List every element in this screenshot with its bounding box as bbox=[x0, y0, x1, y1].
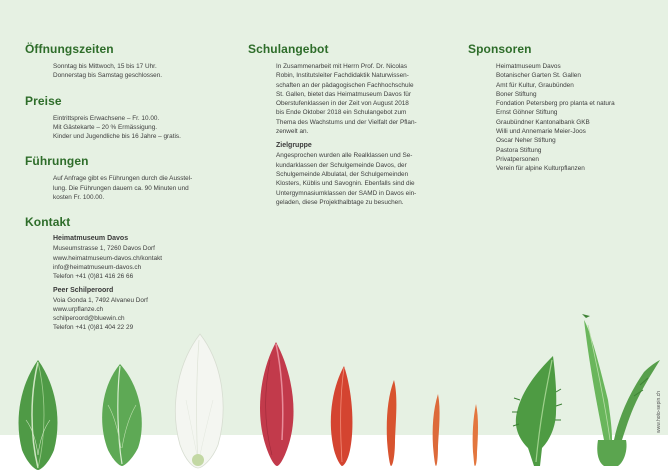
text-line: In Zusammenarbeit mit Herrn Prof. Dr. Nicolas bbox=[276, 63, 408, 70]
sponsor-item: Graubündner Kantonalbank GKB bbox=[496, 118, 590, 126]
text-line: lung. Die Führungen dauern ca. 90 Minuten und bbox=[53, 184, 189, 192]
text-line: Angesprochen wurden alle Realklassen und Se- bbox=[276, 152, 413, 160]
pitcher-leaf-icon bbox=[582, 314, 660, 466]
red-petal-icon bbox=[331, 366, 353, 466]
text-line: Eintrittspreis Erwachsene – Fr. 10.00. bbox=[53, 114, 160, 122]
heading-preise: Preise bbox=[25, 93, 62, 108]
contact-phone: Telefon +41 (0)81 416 26 66 bbox=[53, 273, 134, 281]
text-line: schaften an der pädagogischen Fachhochschule bbox=[276, 81, 414, 89]
text-line: Oberstufenklassen in der Zeit von August 2018 bbox=[276, 100, 409, 108]
sponsor-item: Pastora Stiftung bbox=[496, 146, 542, 154]
contact-museum-name: Heimatmuseum Davos bbox=[53, 235, 129, 243]
text-line: zenwelt an. bbox=[276, 128, 309, 136]
thin-stamen-icon bbox=[433, 394, 440, 466]
contact-address: Voia Gonda 1, 7492 Alvaneu Dorf bbox=[53, 296, 148, 304]
contact-email-link[interactable]: schilperoord@bluewin.ch bbox=[53, 315, 125, 323]
text-line: kosten Fr. 100.00. bbox=[53, 194, 105, 202]
crimson-petal-icon bbox=[260, 342, 294, 466]
text-line: kundarklassen der Schulgemeinde Davos, der bbox=[276, 161, 407, 169]
heading-kontakt: Kontakt bbox=[25, 215, 71, 230]
contact-website-link[interactable]: www.heimatmuseum-davos.ch/kontakt bbox=[53, 254, 163, 262]
text-line: Robin, Institutsleiter Fachdidaktik Naturwissen- bbox=[276, 72, 409, 80]
text-line: Klosters, Küblis und Savognin. Ebenfalls sind die bbox=[276, 180, 415, 188]
contact-address: Museumstrasse 1, 7260 Davos Dorf bbox=[53, 245, 155, 253]
heading-fuehrungen: Führungen bbox=[25, 154, 89, 169]
sponsor-item: Botanischer Garten St. Gallen bbox=[496, 72, 581, 80]
heading-schulangebot: Schulangebot bbox=[248, 42, 329, 56]
sponsor-item: Privatpersonen bbox=[496, 155, 539, 163]
sponsor-item: Fondation Petersberg pro planta et natura bbox=[496, 100, 615, 108]
text-line: bis Ende Oktober 2018 ein Schulangebot zum bbox=[276, 109, 407, 117]
light-green-bract-icon bbox=[102, 364, 142, 466]
heading-sponsoren: Sponsoren bbox=[468, 42, 532, 56]
contact-person-name: Peer Schilperoord bbox=[53, 286, 114, 294]
sponsor-item: Verein für alpine Kulturpflanzen bbox=[496, 165, 585, 173]
text-line: St. Gallen, bietet das Heimatmuseum Davos für bbox=[276, 90, 411, 98]
text-line: Mit Gästekarte – 20 % Ermässigung. bbox=[53, 123, 158, 131]
orange-stamen-icon bbox=[387, 380, 397, 466]
green-sepal-icon bbox=[19, 360, 58, 470]
filament-icon bbox=[473, 404, 478, 466]
text-line: Auf Anfrage gibt es Führungen durch die Ausstel- bbox=[53, 175, 193, 183]
text-line: Sonntag bis Mittwoch, 15 bis 17 Uhr. bbox=[53, 63, 157, 70]
text-line: geladen, diese Projekthalbtage zu besuchen. bbox=[276, 198, 404, 206]
text-line: Kinder und Jugendliche bis 16 Jahre – gratis. bbox=[53, 133, 181, 141]
text-line: Schulgemeinde Albulatal, der Schulgemeinden bbox=[276, 170, 409, 178]
text-line: Donnerstag bis Samstag geschlossen. bbox=[53, 72, 163, 80]
zielgruppe-heading: Zielgruppe bbox=[276, 142, 312, 150]
contact-website-link[interactable]: www.urpflanze.ch bbox=[53, 305, 104, 313]
sponsor-item: Heimatmuseum Davos bbox=[496, 63, 561, 70]
sponsor-item: Amt für Kultur, Graubünden bbox=[496, 81, 574, 89]
text-line: Untergymnasiumklassen der SAMD in Davos ein- bbox=[276, 189, 417, 197]
sponsor-item: Willi und Annemarie Meier-Joos bbox=[496, 128, 586, 136]
contact-phone: Telefon +41 (0)81 404 22 29 bbox=[53, 324, 134, 332]
text-line: Thema des Wachstums und der Vielfalt der Pflan- bbox=[276, 118, 417, 126]
heading-oeffnungszeiten: Öffnungszeiten bbox=[25, 42, 114, 56]
serrated-leaf-icon bbox=[512, 356, 562, 466]
sponsor-item: Oscar Neher Stiftung bbox=[496, 137, 556, 145]
contact-email-link[interactable]: info@heimatmuseum-davos.ch bbox=[53, 263, 142, 271]
photo-credit: www.hoto-sepin.ch bbox=[656, 391, 662, 433]
white-petal-icon bbox=[175, 334, 223, 468]
sponsor-item: Ernst Göhner Stiftung bbox=[496, 109, 558, 117]
sponsor-item: Boner Stiftung bbox=[496, 90, 537, 98]
